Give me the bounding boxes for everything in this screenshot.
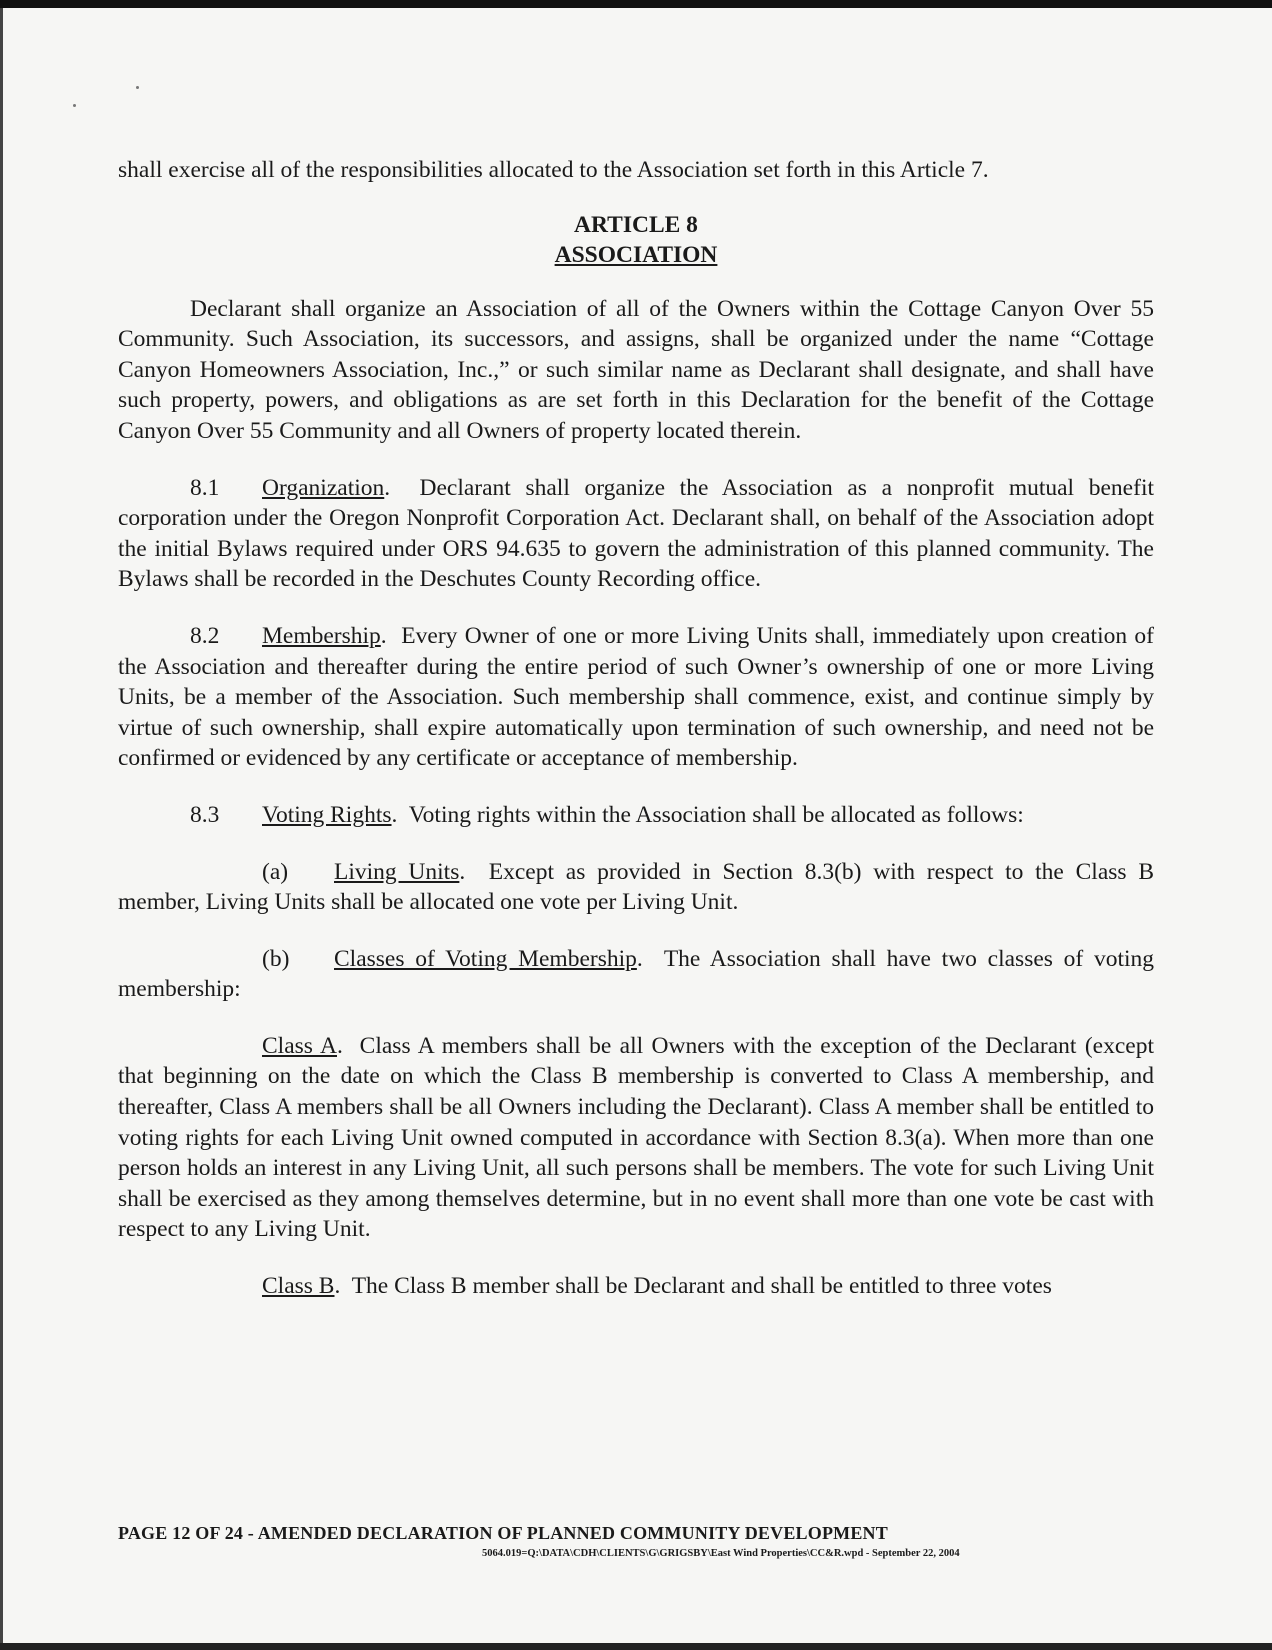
subsection-a: (a) Living Units. Except as provided in Section 8.3(b) with respect to the Class B member, Living Units shall be allocated one vote per Living Unit.: [118, 858, 1154, 916]
continuation-text: shall exercise all of the responsibilities allocated to the Association set forth in this Article 7.: [118, 157, 989, 183]
section-text: Every Owner of one or more Living Units shall, immediately upon creation of the Association and thereafter during the entire period of such Owner’s ownership of one or more Living Units, be a member of the Association. Such membership shall commence, exist, and continue simply by virtue of such ownership, shall expire automatically upon termination of such ownership, and need not be confirmed or evidenced by any certificate or acceptance of membership.: [118, 622, 1154, 772]
scan-left-edge: [0, 8, 3, 1643]
scan-speck: [73, 104, 76, 107]
subsection-b: (b) Classes of Voting Membership. The Association shall have two classes of voting membership:: [118, 945, 1155, 1003]
page-footer: [118, 1523, 1154, 1559]
article-heading: [118, 210, 1154, 270]
subsection-number: (a): [262, 858, 289, 885]
footer-title: PAGE 12 OF 24 - AMENDED DECLARATION OF PLANNED COMMUNITY DEVELOPMENT: [118, 1523, 888, 1543]
section-number: 8.1: [190, 474, 220, 501]
class-text: The Class B member shall be Declarant and shall be entitled to three votes: [351, 1273, 1052, 1300]
subsection-number: (b): [262, 945, 290, 972]
scan-speck: [136, 86, 139, 89]
subsection-heading: Classes of Voting Membership: [334, 945, 637, 972]
section-number: 8.3: [190, 801, 220, 828]
section-heading: Membership: [262, 622, 381, 649]
intro-paragraph: Declarant shall organize an Association of all of the Owners within the Cottage Canyon Over 55 Community. Such Association, its successors, and assigns, shall be organized under the name “Cottage Canyon Homeowners Association, Inc.,” or such similar name as Declarant shall designate, and shall have such property, powers, and obligations as are set forth in this Declaration for the benefit of the Cottage Canyon Over 55 Community and all Owners of property located therein.: [118, 295, 1154, 444]
class-a-paragraph: Class A. Class A members shall be all Owners with the exception of the Declarant (except that beginning on the date on which the Class B membership is converted to Class A membership, and thereafter, Class A members shall be all Owners including the Declarant). Class A member shall be entitled to voting rights for each Living Unit owned computed in accordance with Section 8.3(a). When more than one person holds an interest in any Living Unit, all such persons shall be members. The vote for such Living Unit shall be exercised as they among themselves determine, but in no event shall more than one vote be cast with respect to any Living Unit.: [118, 1032, 1154, 1243]
document-body: [118, 155, 1154, 1302]
class-text: Class A members shall be all Owners with the exception of the Declarant (except that beginning on the date on which the Class B membership is converted to Class A membership, and thereafter, Class A members shall be all Owners including the Declarant). Class A member shall be entitled to voting rights for each Living Unit owned computed in accordance with Section 8.3(a). When more than one person holds an interest in any Living Unit, all such persons shall be members. The vote for such Living Unit shall be exercised as they among themselves determine, but in no event shall more than one vote be cast with respect to any Living Unit.: [118, 1032, 1154, 1243]
scan-top-edge: [0, 0, 1272, 8]
section-8-3: 8.3 Voting Rights. Voting rights within the Association shall be allocated as follows:: [118, 800, 1154, 831]
section-number: 8.2: [190, 622, 220, 649]
subsection-text: The Association shall have two classes of voting membership:: [118, 945, 1155, 1003]
subsection-text: Except as provided in Section 8.3(b) with respect to the Class B member, Living Units shall be allocated one vote per Living Unit.: [118, 858, 1154, 916]
section-heading: Organization: [262, 474, 385, 501]
article-subtitle: ASSOCIATION: [554, 241, 718, 268]
article-title: ARTICLE 8: [574, 211, 698, 238]
section-8-1: 8.1 Organization. Declarant shall organize the Association as a nonprofit mutual benefit corporation under the Oregon Nonprofit Corporation Act. Declarant shall, on behalf of the Association adopt the initial Bylaws required under ORS 94.635 to govern the administration of this planned community. The Bylaws shall be recorded in the Deschutes County Recording office.: [118, 474, 1154, 593]
class-heading: Class B: [262, 1273, 335, 1300]
class-heading: Class A: [262, 1032, 337, 1059]
section-text: Voting rights within the Association shall be allocated as follows:: [408, 801, 1024, 828]
section-text: Declarant shall organize the Association as a nonprofit mutual benefit corporation under the Oregon Nonprofit Corporation Act. Declarant shall, on behalf of the Association adopt the initial Bylaws required under ORS 94.635 to govern the administration of this planned community. The Bylaws shall be recorded in the Deschutes County Recording office.: [118, 474, 1154, 593]
subsection-heading: Living Units: [334, 858, 460, 885]
section-8-2: 8.2 Membership. Every Owner of one or more Living Units shall, immediately upon creation of the Association and thereafter during the entire period of such Owner’s ownership of one or more Living Units, be a member of the Association. Such membership shall commence, exist, and continue simply by virtue of such ownership, shall expire automatically upon termination of such ownership, and need not be confirmed or evidenced by any certificate or acceptance of membership.: [118, 622, 1154, 772]
scan-bottom-edge: [0, 1643, 1272, 1650]
class-b-paragraph: Class B. The Class B member shall be Declarant and shall be entitled to three votes: [262, 1273, 1052, 1300]
footer-file-path: 5064.019=Q:\DATA\CDH\CLIENTS\G\GRIGSBY\East Wind Properties\CC&R.wpd - September 22, 2004: [482, 1548, 960, 1559]
section-heading: Voting Rights: [262, 801, 392, 828]
